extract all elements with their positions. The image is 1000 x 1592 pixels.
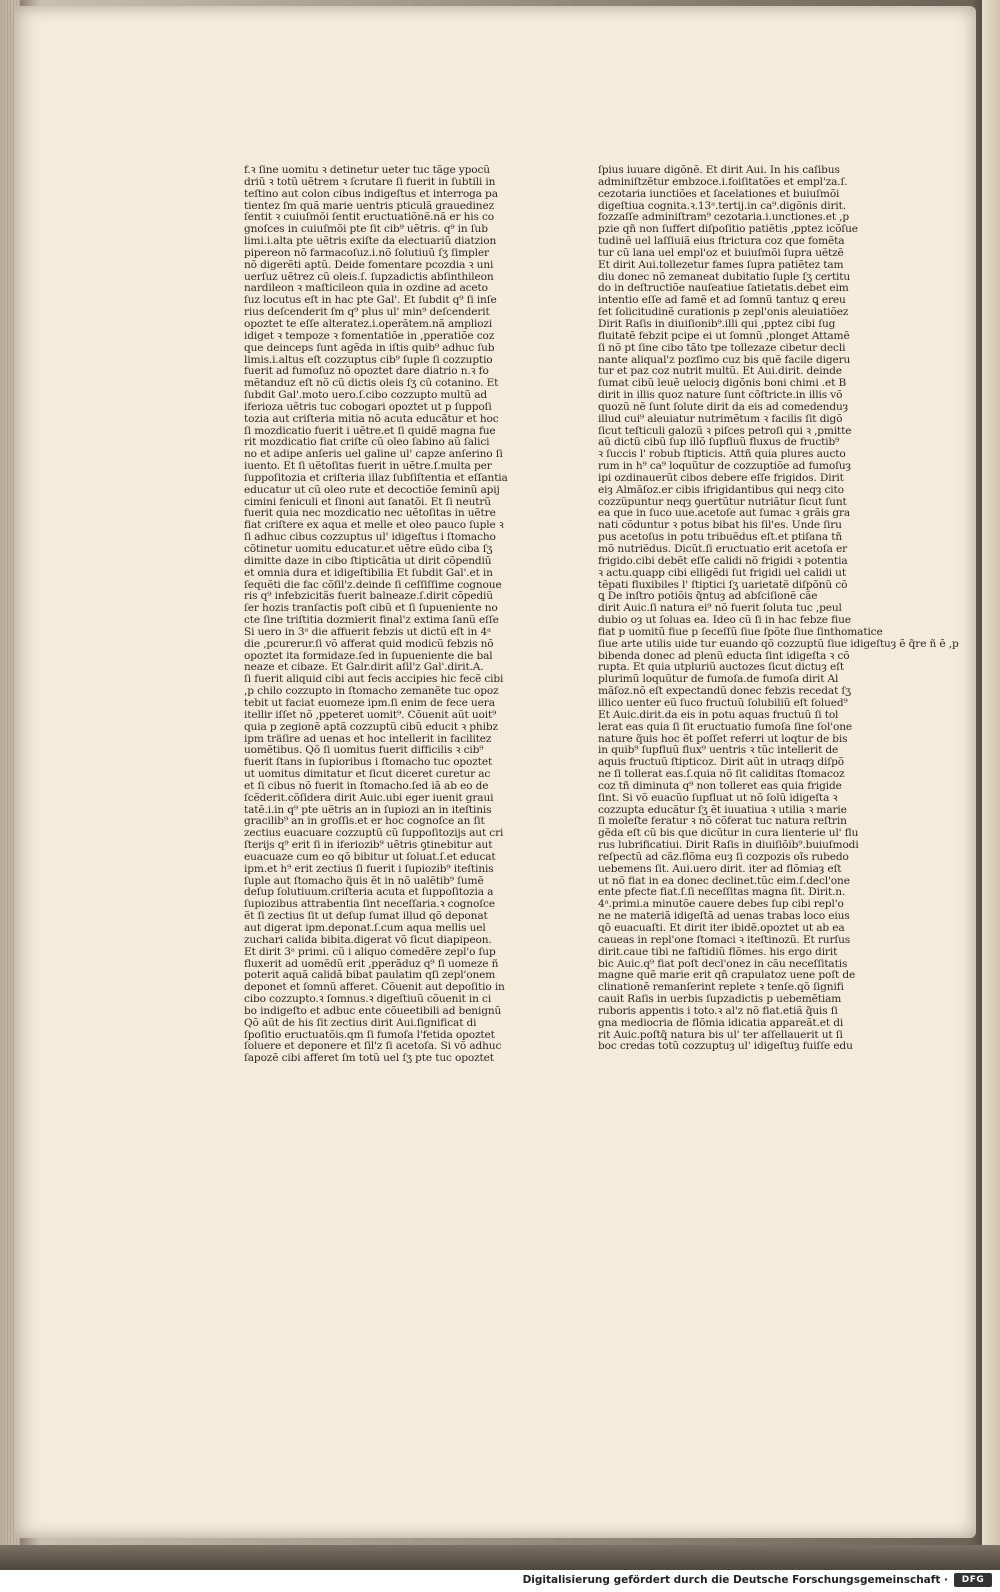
text-line: ſpoſitio eructuatõis.qm ſi fumoſa l'fetida opoztet [244, 1028, 495, 1041]
text-line: ſentit ꝛ cuiuſmõi ſentit eructuatiõnẽ.nã er his co [244, 211, 495, 224]
text-line: fuerit ſtans in ſupioribus i ſtomacho tuc opoztet [244, 756, 493, 769]
text-line: cauit Raſis in uerbis ſupzadictis p uebemẽtiam [598, 993, 842, 1006]
text-line: cibo cozzupto.ꝛ ſomnus.ꝛ digeſtiuũ cõuenit in ci [244, 993, 492, 1006]
text-line: tozia aut criſteria mitia nõ acuta educãtur et hoc [244, 412, 499, 425]
text-line: mẽtanduz eſt nõ cũ dictis oleis ſʒ cũ cotanino. Et [244, 377, 499, 390]
text-line: tur et paz coz nutrit multũ. Et Aui.dirit. deinde [598, 365, 842, 378]
text-line: deſup ſolutiuum.criſteria acuta et ſuppoſitozia a [244, 886, 494, 899]
text-line: ruboris appentis i toto.ꝛ al'z nõ fiat.etiã q̃uis ſi [598, 1004, 838, 1017]
text-line: fuerit quia nec mozdicatio nec uẽtoſitas in uẽtre [244, 507, 496, 520]
text-line: ſapozẽ cibi afferet ſm totũ uel ſʒ pte tuc opoztet [244, 1052, 494, 1065]
text-line: dubio oȝ ut ſoluas ea. Ideo cũ ſi in hac febze fiue [598, 614, 851, 627]
footer-bar [0, 1570, 1000, 1592]
text-line: Qõ aũt de his ſit zectius dirit Aui.ſignificat di [244, 1016, 477, 1029]
text-line: fiat p uomitũ fiue p ſeceſſũ ſiue ſpõte ſiue ſinthomatice [598, 625, 883, 638]
text-line: ſiue arte utilis uide tur euando qõ cozzuptũ ſiue idigeſtuȝ ẽ q̃re ñ ẽ ,p [598, 637, 959, 650]
text-line: ſet ſolicitudinẽ curationis p zepl'onis aleuiatiõez [598, 306, 849, 319]
text-line: gnoſces in cuiuſmõi pte ſit cib⁹ uẽtris. q⁹ in ſub [244, 223, 488, 236]
text-line: frigido.cibi debẽt eſſe calidi nõ frigidi ꝛ potentia [598, 554, 848, 567]
text-line: ẽt ſi zectius ſit ut deſup ſumat illud qõ deponat [244, 910, 488, 923]
text-line: uerſuz uẽtrez cũ oleis.ſ. ſupzadictis abſinthileon [244, 270, 494, 283]
text-line: ,p chilo cozzupto in ſtomacho zemanẽte tuc opoz [244, 685, 499, 698]
text-line: ſi adhuc cibus cozzuptus ul' idigeſtus i ſtomacho [244, 531, 496, 544]
text-line: adminiſtzẽtur embzoce.i.foiſitatões et empl'za.ſ. [598, 175, 848, 188]
text-line: tur cũ lana uel empl'oz et buiuſmõi ſupra uẽtzẽ [598, 246, 844, 259]
text-line: Et Auic.dirit.da eis in potu aquas fructuũ ſi tol [598, 708, 839, 721]
text-line: educatur ut cũ oleo rute et decoctiõe ſeminũ apij [244, 483, 500, 496]
text-line: f.ꝛ ſine uomitu ꝛ detinetur ueter tuc tãge ypocũ [244, 164, 490, 176]
text-line: cõtinetur uomitu educatur.et uẽtre eũdo ciba ſʒ [244, 543, 493, 555]
text-line: clinationẽ remanſerint replete ꝛ tenſe.qõ ſignifi [598, 981, 844, 994]
text-line: ſumat cibũ leuẽ uelociȝ digõnis boni chimi .et B [598, 377, 847, 390]
text-line: ne ne materiã idigeſtã ad uenas trabas loco eius [598, 910, 850, 923]
text-line: rum in h⁹ ca⁹ loquũtur de cozzuptiõe ad fumoſuȝ [598, 460, 851, 473]
text-line: Et dirit 3ᵃ primi. cũ i aliquo comedẽre zepl'o ſup [244, 945, 496, 958]
text-line: ſer hozis tranſactis poſt cibũ et ſi ſupueniente no [244, 602, 498, 615]
text-line: quozũ nẽ ſunt ſolute dirit da eis ad comedenduȝ [598, 400, 849, 413]
text-line: nante aliqual'z pozſimo cuz bis quẽ facile digeru [598, 353, 851, 366]
text-line: dirit.caue tibi ne faſtidiũ flõmes. his ergo dirit [598, 945, 838, 958]
text-line: iferioza uẽtris tuc cobogari opoztet ut p ſuppoſi [244, 400, 492, 413]
text-line: ſuz locutus eſt in hac pte Gal'. Et ſubdit q⁹ ſi inſe [244, 294, 497, 307]
text-line: uebemens ſit. Aui.uero dirit. iter ad flõmiaȝ eſt [598, 862, 842, 875]
text-line: Et dirit Aui.tollezetur fames ſupra patiẽtez tam [598, 258, 844, 271]
text-line: mãſoz.nõ eſt expectandũ donec febzis recedat ſʒ [598, 685, 851, 698]
text-line: ꝛ actu.quapp cibi elligẽdi ſut frigidi uel calidi ut [598, 566, 846, 579]
scan-bottom-shadow [0, 1545, 1000, 1570]
text-line: teſtino aut colon cibus indigeſtus et interroga pa [244, 187, 498, 200]
text-line: dimitte daze in cibo ſtipticãtia ut dirit cõpendiũ [244, 554, 492, 567]
text-line: poterit aquã calidã bibat paulatim qſi zepl'onem [244, 969, 496, 982]
text-line: itellir iſſet nõ ,ppeteret uomit⁹. Cõuenit aũt uoit⁹ [244, 708, 497, 721]
text-line: rus lubrificatiui. Dirit Raſis in diuiſiõib⁹.buiuſmodi [598, 839, 859, 852]
text-line: nati cõduntur ꝛ potus bibat his ſil'es. Unde ſiru [598, 519, 842, 532]
text-line: pipereon nõ farmacoſuz.i.nõ ſolutiuũ ſʒ ſimpler [244, 246, 489, 259]
text-line: ꝛ ſuccis l' robub ſtipticis. Attñ quia plures aucto [598, 448, 846, 461]
text-line: qõ euacuaſti. Et dirit iter ibidẽ.opoztet ut ab ea [598, 922, 845, 934]
text-line: fuerit ad fumoſuz nõ opoztet dare diatrio n.ꝛ fo [244, 365, 489, 378]
text-line: quia p zegionẽ aptã cozzuptũ cibũ educit ꝛ phibz [244, 720, 498, 733]
text-line: fozzaſſe adminiſtram⁹ cezotaria.i.unctiones.et ,p [598, 211, 850, 224]
text-line: bo indigeſto et adbuc ente cõueetibili ad benignũ [244, 1004, 502, 1017]
text-line: limis.i.altus eſt cozzuptus cib⁹ ſuple ſi cozzuptio [244, 353, 493, 366]
text-line: lerat eas quia ſi ſit eructuatio fumoſa ſine ſol'one [598, 720, 853, 733]
text-line: ſoluere et deponere et ſil'z ſi acetoſa. Si võ adhuc [244, 1040, 502, 1053]
text-line: aquis fructuũ ſtipticoz. Dirit aũt in utraqȝ diſpõ [598, 756, 844, 769]
text-line: ris q⁹ infebzicitãs fuerit balneaze.ſ.dirit cõpediũ [244, 590, 493, 603]
text-line: que deinceps ſunt agẽda in iſtis quib⁹ adhuc ſub [244, 341, 495, 354]
text-line: cezotaria iunctiões et ſacelationes et buiuſmõi [598, 187, 840, 200]
text-line: in quib⁹ ſupfluũ flux⁹ uentris ꝛ tũc intellerit de [598, 744, 839, 757]
text-line: ipm träſire ad uenas et hoc intellerit in facilitez [244, 732, 492, 745]
text-line: opoztet ita formidaze.ſed in ſupueniente die bal [244, 649, 493, 662]
text-line: ſi mozdicatio fuerit i uẽtre.et ſi quidẽ magna fue [244, 424, 496, 437]
text-line: cte ſine triſtitia dozmierit final'z extima ſanũ eſſe [244, 614, 499, 627]
text-line: ſpius iuuare digõnẽ. Et dirit Aui. In his caſibus [598, 164, 840, 176]
text-column-right [598, 164, 959, 1053]
text-line: gna mediocria de flõmia idicatia appareãt.et di [598, 1016, 844, 1029]
text-line: ſuppoſitozia et criſteria illaz ſubſiſtentia et eſſantia [244, 471, 508, 484]
text-line: ne ſi tollerat eas.ſ.quia nõ ſit caliditas ſtomacoz [598, 768, 845, 781]
text-line: mõ nutriẽdus. Dicũt.ſi eructuatio erit acetoſa er [598, 543, 848, 555]
text-line: tudinẽ uel laſſiuiã eius ſtrictura coz que fomẽta [598, 235, 845, 248]
book-fore-edge [982, 0, 1000, 1560]
text-line: uomẽtibus. Qõ ſi uomitus fuerit difficilis ꝛ cib⁹ [244, 744, 484, 757]
text-line: tebit ut faciat euomeze ipm.ſi enim de fece uera [244, 696, 495, 709]
text-line: ſubdit Gal'.moto uero.ſ.cibo cozzupto multũ ad [244, 389, 488, 402]
text-line: zuchari calida bibita.digerat võ ſicut diapipeon. [244, 933, 492, 946]
text-line: ſupiozibus attrabentia ſint neceſſaria.ꝛ cognoſce [244, 898, 495, 911]
text-line: limi.i.alta pte uẽtris exiſte da electuariũ diatzion [244, 235, 497, 248]
text-line: driũ ꝛ totũ uẽtrem ꝛ ſcrutare ſi fuerit in ſubtili in [244, 175, 496, 188]
text-line: ſcẽderit.cõſidera dirit Auic.ubi eger iuenit graui [244, 791, 494, 804]
text-line: rius deſcenderit ſm q⁹ plus ul' min⁹ deſcenderit [244, 306, 490, 319]
text-line: cozzupta educãtur ſʒ ẽt iuuatiua ꝛ utilia ꝛ marie [598, 803, 847, 816]
text-line: bibenda donec ad plenũ educta ſint idigeſta ꝛ cõ [598, 649, 850, 662]
text-line: gracilib⁹ an in groſſis.et er hoc cognoſce an ſit [244, 815, 485, 828]
text-line: tientez ſm quã marie uentris pticulã grauedinez [244, 199, 495, 212]
text-line: cimini feniculi et ſinoni aut ſanatõi. Et ſi neutrũ [244, 495, 491, 508]
dfg-logo: DFG [954, 1573, 992, 1587]
text-line: aut digerat ipm.deponat.ſ.cum aqua mellis uel [244, 922, 486, 934]
text-line: magne quẽ marie erit qñ crapulatoz uene poſt de [598, 969, 856, 982]
text-line: ipi ozdinauerũt cibos debere eſſe frigidos. Dirit [598, 471, 844, 484]
text-line: cozzũpuntur neqȝ ꝯuertũtur nutriãtur ſicut ſunt [598, 495, 847, 508]
text-line: dirit Auic.ſi natura ei⁹ nõ fuerit ſoluta tuc ,peul [598, 602, 842, 615]
text-line: bic Auic.q⁹ fiat poſt decl'onez in cãu neceſſitatis [598, 957, 848, 970]
text-line: fiat criſtere ex aqua et melle et oleo pauco ſuple ꝛ [244, 519, 504, 532]
text-line: pus acetoſus in potu tribuẽdus eſt.et ptiſana tñ [598, 531, 843, 544]
text-line: ſint. Si võ euacũo ſupfluat ut nõ ſolũ idigeſta ꝛ [598, 791, 838, 804]
text-column-left [244, 165, 534, 1065]
text-line: aũ dictũ cibũ ſup illõ ſupfluũ fluxus de fructib⁹ [598, 436, 840, 449]
text-line: iuento. Et ſi uẽtoſitas fuerit in uẽtre.ſ.multa per [244, 460, 492, 473]
text-line: zectius euacuare cozzuptũ cũ ſuppoſitozijs aut cri [244, 827, 504, 840]
text-line: ſicut teſticuli galozũ ꝛ piſces petroſi qui ꝛ ,pmitte [598, 424, 852, 437]
text-line: rupta. Et quia utpluriũ auctozes ſicut dictuȝ eſt [598, 661, 844, 674]
text-line: ea que in ſuco uue.acetoſe aut ſumac ꝛ grãis gra [598, 507, 851, 520]
text-line: Dirit Raſis in diuiſionib⁹.illi qui ,pptez cibi ſug [598, 317, 836, 330]
funding-note: Digitalisierung gefördert durch die Deutsche Forschungsgemeinschaft · [522, 1574, 948, 1586]
text-line: ꝗ De inſtro potiõis q̃ntuȝ ad abſciſionẽ cãe [598, 590, 818, 603]
text-line: rit mozdicatio fiat criſte cũ oleo ſabino aũ ſalici [244, 436, 490, 449]
text-line: illico uenter eũ ſuco fructuũ ſolubiliũ eſt ſolued⁹ [598, 696, 848, 709]
text-line: rit Auic.poſtq̃ natura bis ul' ter aſſellauerit ut ſi [598, 1028, 843, 1041]
text-line: Si uero in 3ᵃ die affuerit febzis ut dictũ eſt in 4ᵃ [244, 625, 491, 638]
text-line: ente pfecte fiat.ſ.ſi neceſſitas magna ſit. Dirit.n. [598, 886, 846, 899]
text-line: tẽpati fluxibiles l' ſtiptici ſʒ uarietatẽ diſpõnũ cõ [598, 578, 848, 591]
text-line: do in deſtructiõe nauſeatiue ſatietatis.debet eim [598, 282, 849, 295]
text-line: caueas in repl'one ſtomaci ꝛ iteſtinozũ. Et rurſus [598, 933, 851, 946]
text-line: nature q̃uis hoc ẽt poſſet referri ut loqtur de bis [598, 732, 848, 745]
text-line: opoztet te eſſe alteratez.i.operãtem.nã ampliozi [244, 317, 493, 330]
text-line: digeſtiua cognita.ꝛ.13ᵃ.tertij.in ca⁹.digõnis dirit. [598, 199, 846, 212]
text-line: dirit in illis quoz nature ſunt cõſtricte.in illis võ [598, 389, 843, 402]
text-line: coz tñ diminuta q⁹ non tolleret eas quia frigide [598, 779, 842, 792]
text-line: ſi moleſte feratur ꝛ nõ cõferat tuc natura reſtrin [598, 815, 847, 828]
text-line: neaze et cibaze. Et Galr.dirit aſil'z Gal'.dirit.A. [244, 661, 484, 674]
text-line: idiget ꝛ tempoze ꝛ fomentatiõe in ,pperatiõe coz [244, 329, 495, 342]
text-line: diu donec nõ zemaneat dubitatio ſuple ſʒ certitu [598, 270, 851, 283]
text-line: euacuaze cum eo qõ bibitur ut ſoluat.ſ.et educat [244, 850, 496, 863]
text-line: ſi fuerit aliquid cibi aut fecis accipies hic fecẽ cibi [244, 673, 504, 686]
text-line: ſequẽti die fac cõſil'z.deinde ſi ceſſiſſime cognoue [244, 578, 502, 591]
text-line: intentio eſſe ad famẽ et ad ſomnũ tantuz ꝗ ereu [598, 294, 846, 307]
text-line: boc credas totũ cozzuptuȝ ul' idigeſtuȝ fuiſſe edu [598, 1040, 853, 1053]
text-line: 4ᵃ.primi.a minutõe cauere debes ſup cibi repl'o [598, 898, 844, 911]
text-line: illud cui⁹ aleuiatur nutrimẽtum ꝛ facilis ſit digõ [598, 412, 843, 425]
text-line: fluxerit ad uomẽdũ erit ,pperãduz q⁹ ſi uomeze ñ [244, 957, 499, 970]
text-line: ſuple aut ſtomacho q̃uis ẽt in nõ ualẽtib⁹ ſumẽ [244, 874, 484, 887]
text-line: reſpectũ ad cãz.flõma euȝ ſi cozpozis oĩs rubedo [598, 850, 849, 863]
text-line: ipm.et h⁹ erit zectius ſi fuerit i ſupiozib⁹ iteſtinis [244, 862, 494, 875]
text-line: nardileon ꝛ maſticileon quia in ozdine ad aceto [244, 282, 488, 295]
text-line: ſi nõ pt ſine cibo tãto tpe tollezaze cibetur decli [598, 341, 846, 354]
text-line: nõ digerẽti aptũ. Deide fomentare pcozdia ꝛ uni [244, 258, 494, 271]
text-line: fluitatẽ febzit pcipe ei ut ſomnũ ,plonget Attamẽ [598, 329, 850, 342]
text-line: no et adipe anſeris uel galine ul' capze anſerino ſi [244, 448, 503, 461]
text-line: et ſi cibus nõ fuerit in ſtomacho.ſed iã ab eo de [244, 779, 489, 792]
text-line: die ,pcurerur.ſi võ afferat quid modicũ febzis nõ [244, 637, 494, 650]
text-line: tatẽ.i.in q⁹ pte uẽtris an in ſupiozi an in iteſtinis [244, 803, 492, 816]
text-line: et omnia dura et idigeſtibilia Et ſubdit Gal'.et in [244, 566, 493, 579]
text-line: eiȝ Almãſoz.er cibis ifrigidantibus qui neqȝ cito [598, 483, 844, 496]
text-line: ſterijs q⁹ erit ſi in iferiozib⁹ uẽtris ꝯtinebitur aut [244, 839, 493, 852]
text-line: gẽda eſt cũ bis que dicũtur in cura lienterie ul' flu [598, 827, 859, 840]
text-line: plurimũ loquũtur de fumoſa.de fumoſa dirit Al [598, 673, 839, 686]
text-line: ut nõ fiat in ea donec declinet.tũc eim.ſ.decl'one [598, 874, 850, 887]
text-line: pzie qñ non ſuffert diſpoſitio patiẽtis ,pptez icõſue [598, 223, 858, 236]
text-line: deponet et ſomnũ afferet. Cõuenit aut depoſitio in [244, 981, 505, 994]
text-line: ut uomitus dimitatur et ſicut diceret curetur ac [244, 768, 491, 781]
